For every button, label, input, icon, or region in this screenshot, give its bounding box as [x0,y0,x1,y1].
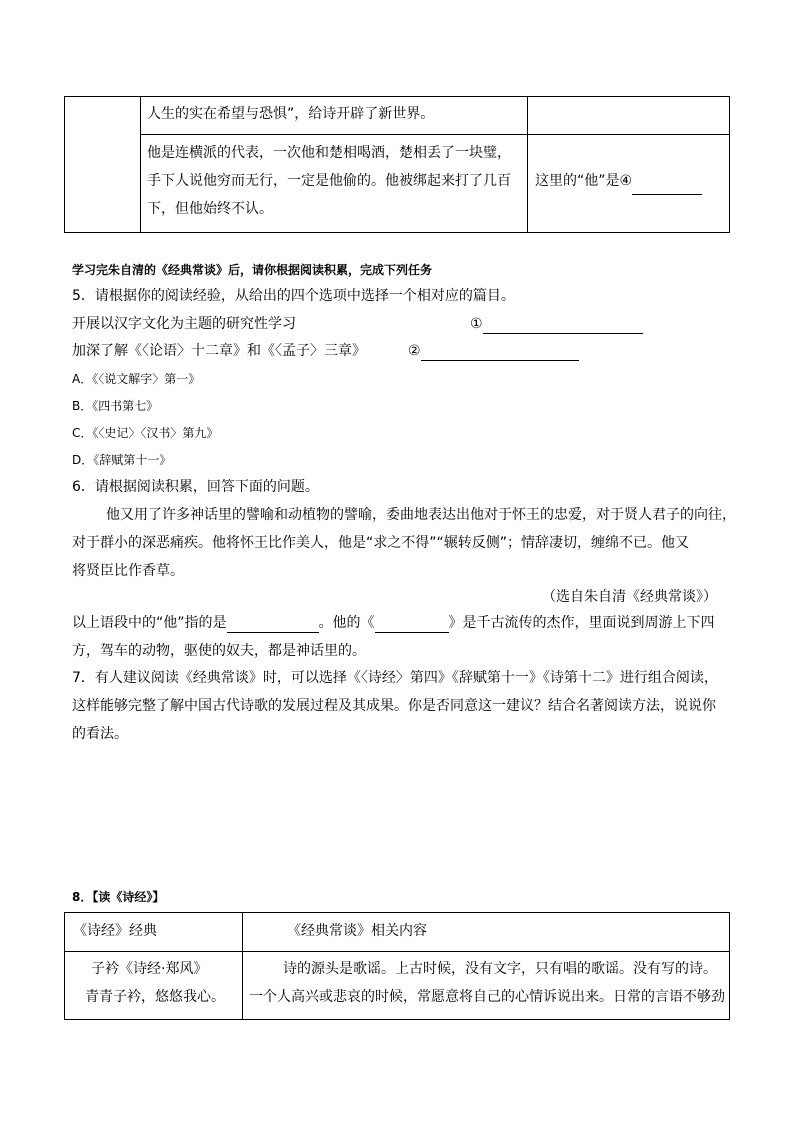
top-table [64,96,730,233]
answer-text: 。他的《 [318,615,375,631]
table-header-classic: 《诗经》经典 [73,923,157,939]
passage-line: 对于群小的深恶痛疾。他将怀王比作美人，他是“求之不得”“辗转反侧”；情辞凄切，缠绵不已。他又 [72,535,690,551]
table-divider [140,97,141,232]
question-5-blank-1 [470,314,643,334]
table-cell-text: 手下人说他穷而无行，一定是他偷的。他被绑起来打了几百 [147,173,511,189]
question-7-line: 这样能够完整了解中国古代诗歌的发展过程及其成果。你是否同意这一建议？结合名著阅读方法，说说你 [72,698,716,714]
question-6-answer-line-2: 方，驾车的动物，驱使的奴夫，都是神话里的。 [72,643,366,659]
answer-blank[interactable] [632,180,702,195]
answer-blank[interactable] [483,319,643,334]
question-5-item-1: 开展以汉字文化为主题的研究性学习 [72,316,296,332]
passage-line: 将贤臣比作香草。 [72,563,184,579]
section-heading: 学习完朱自清的《经典常谈》后，请你根据阅读积累，完成下列任务 [72,263,433,277]
poetry-table [64,912,730,1020]
blank-marker: ① [470,316,483,332]
related-text-line: 诗的源头是歌谣。上古时候，没有文字，只有唱的歌谣。没有写的诗。 [283,961,717,977]
table-cell-text: 下，但他始终不认。 [147,201,273,217]
table-divider [65,951,729,952]
table-cell-text: 他是连横派的代表，一次他和楚相喝酒，楚相丢了一块璧， [147,145,511,161]
answer-blank[interactable] [227,618,319,633]
question-7-line: 的看法。 [72,726,128,742]
question-7-line: 7．有人建议阅读《经典常谈》时，可以选择《〈诗经〉第四》《辞赋第十一》《诗第十二》进行组合阅读， [72,670,718,686]
blank-marker: ② [408,343,421,359]
option-b: B．《四书第七》 [72,399,159,413]
passage-source: （选自朱自清《经典常谈》） [542,589,717,605]
question-8-heading: 8．【读《诗经》】 [72,890,165,904]
option-c: C．《〈史记〉〈汉书〉第九》 [72,426,219,440]
option-d: D．《辞赋第十一》 [72,453,172,467]
question-5-stem: 5．请根据你的阅读经验，从给出的四个选项中选择一个相对应的篇目。 [72,288,515,304]
related-text-line: 一个人高兴或悲哀的时候，常愿意将自己的心情诉说出来。日常的言语不够劲 [249,989,725,1005]
answer-text: 》是千古流传的杰作，里面说到周游上下四 [448,615,715,631]
question-6-stem: 6．请根据阅读积累，回答下面的问题。 [72,479,319,495]
poem-title: 子衿《诗经·郑风》 [91,961,208,977]
question-6-answer [72,613,715,633]
table-divider [140,134,729,135]
answer-label: 这里的“他”是④ [535,173,633,189]
answer-blank[interactable] [375,618,449,633]
poem-line: 青青子衿，悠悠我心。 [85,989,225,1005]
answer-text: 以上语段中的“他”指的是 [72,615,227,631]
table-divider [527,97,528,232]
passage-line: 他又用了许多神话里的譬喻和动植物的譬喻，委曲地表达出他对于怀王的忠爱，对于贤人君子的向往， [106,507,736,523]
table-header-related: 《经典常谈》相关内容 [287,923,427,939]
answer-blank[interactable] [421,346,579,361]
table-divider [242,913,243,1019]
answer-cell [535,167,702,195]
table-cell-text: 人生的实在希望与恐惧”，给诗开辟了新世界。 [147,106,435,122]
question-5-item-2: 加深了解《〈论语〉十二章》和《〈孟子〉三章》 [72,343,366,359]
question-5-blank-2 [408,341,579,361]
option-a: A．《〈说文解字〉第一》 [72,372,201,386]
